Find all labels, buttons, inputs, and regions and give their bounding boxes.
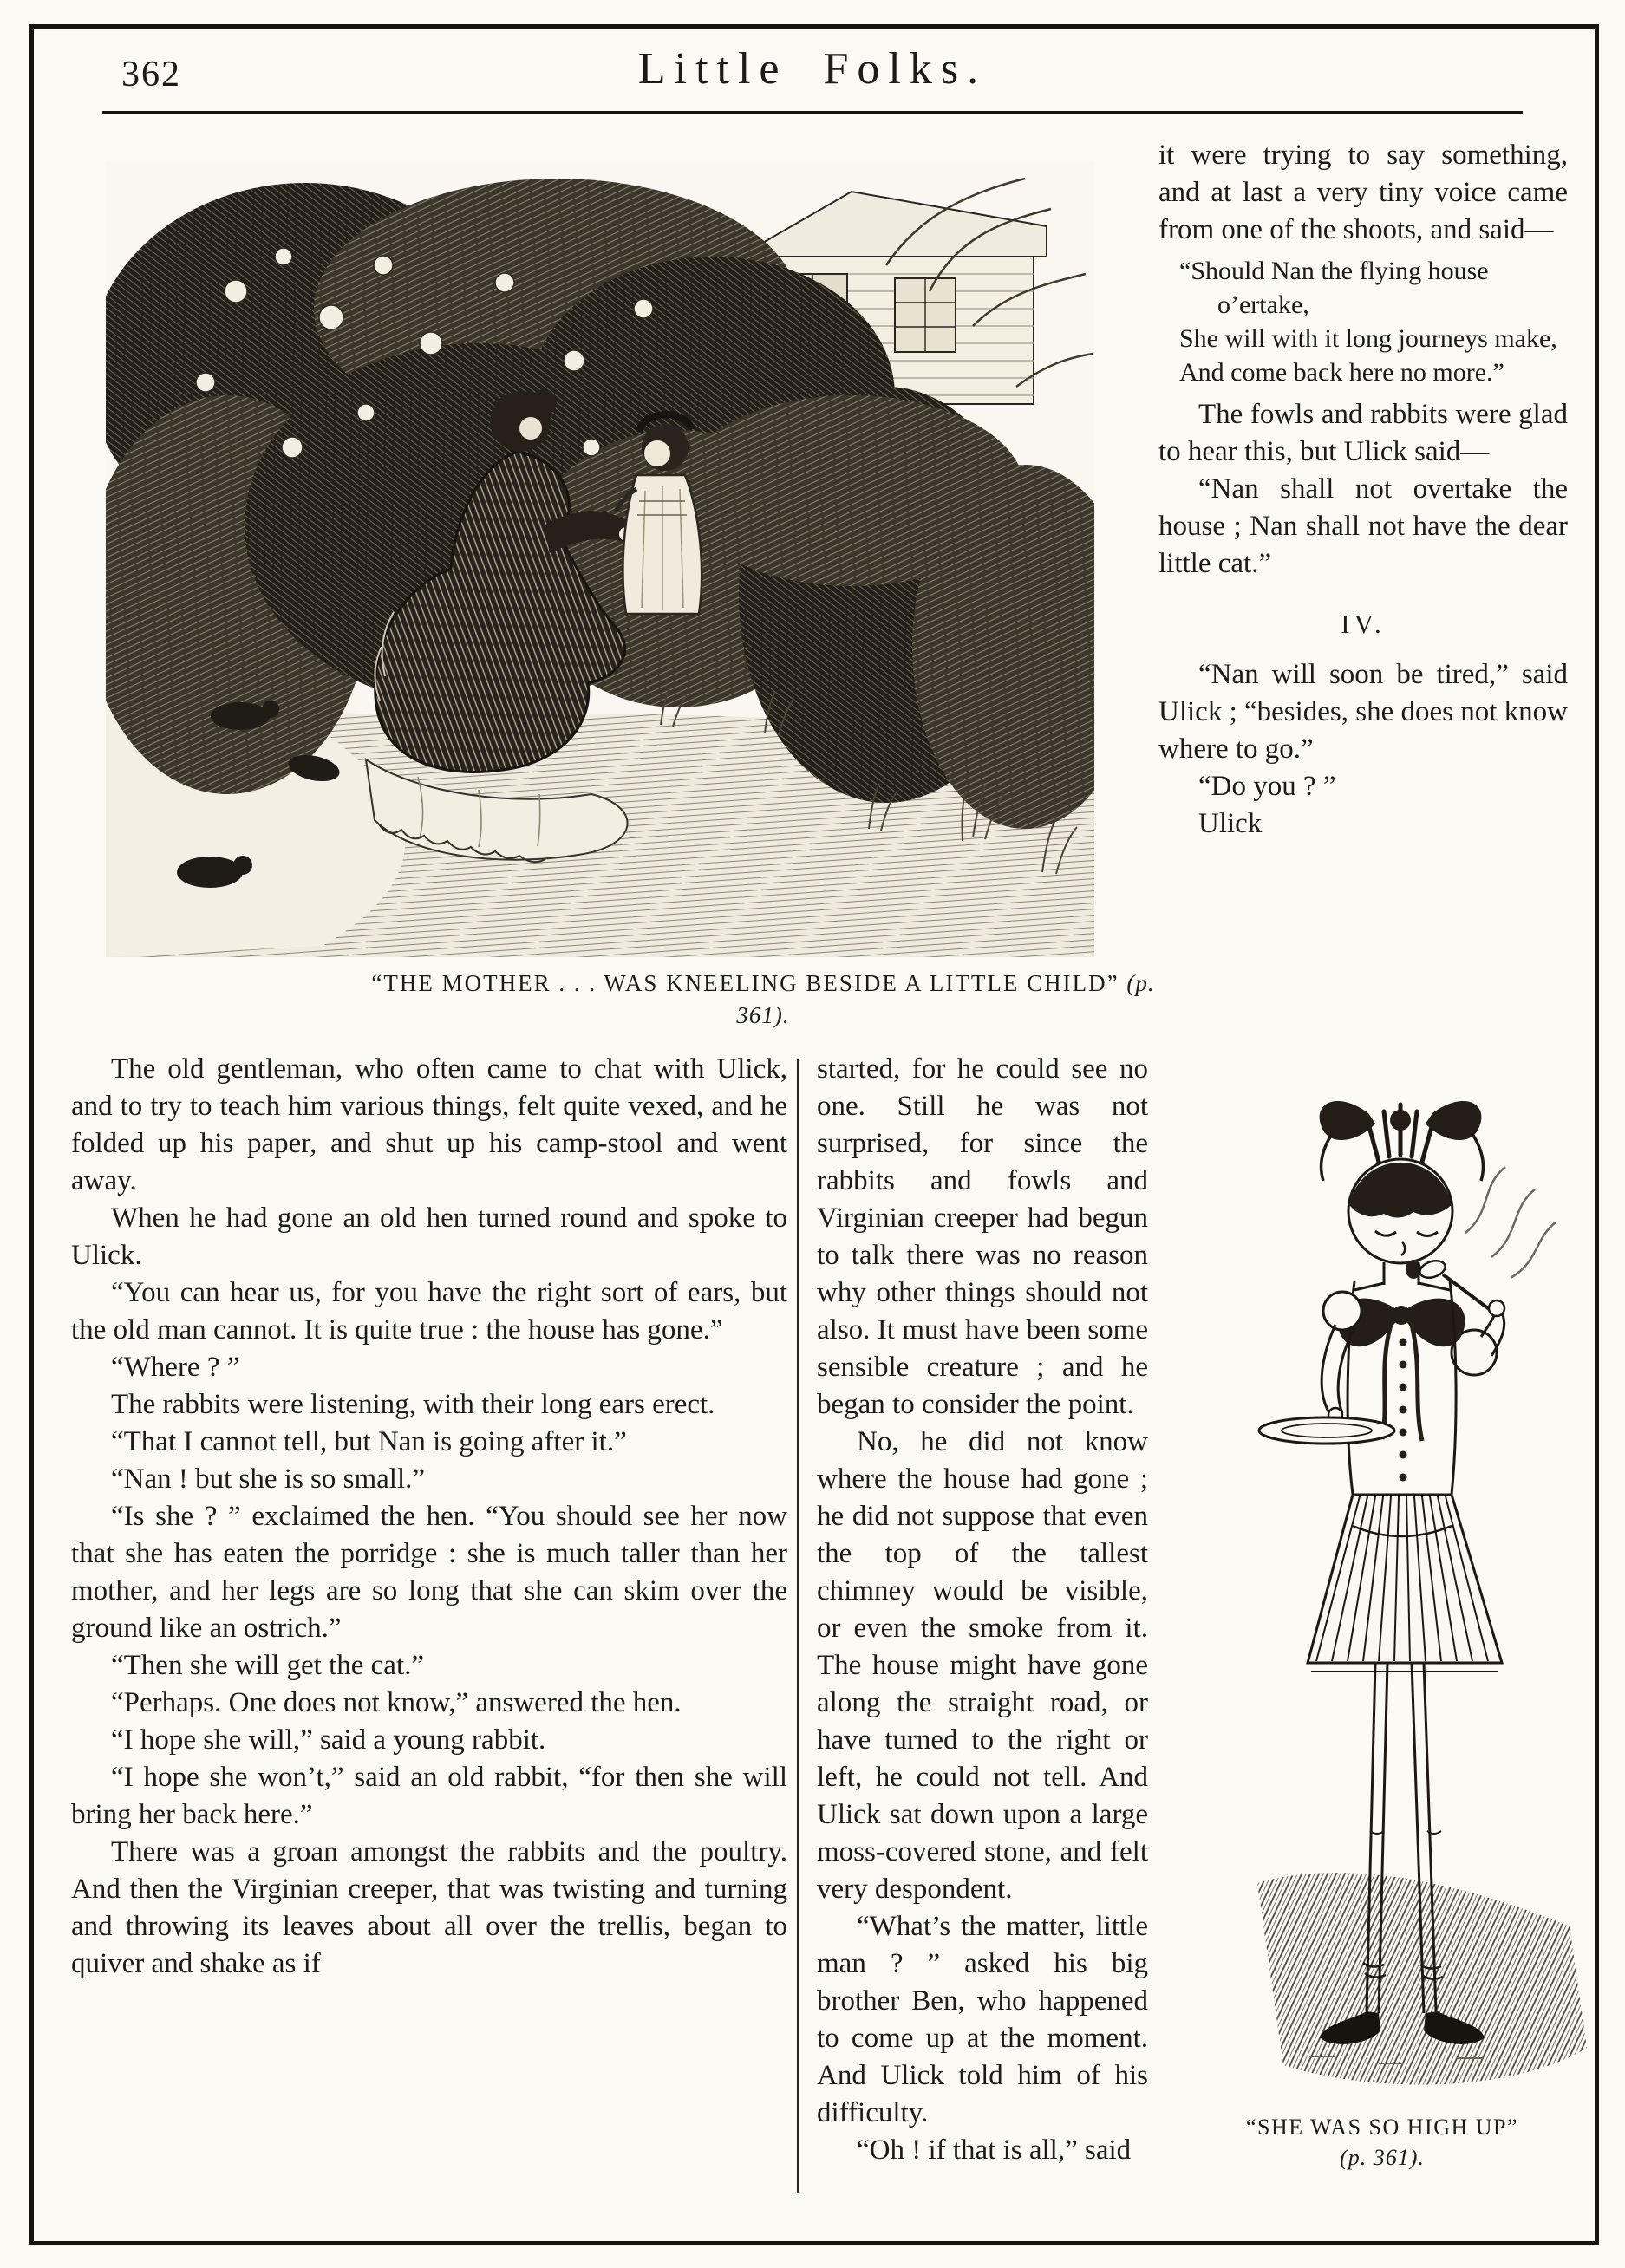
- plate: [1259, 1418, 1394, 1444]
- lower-left-text-column: [71, 1051, 787, 1983]
- mother-kneeling-engraving-svg: [106, 161, 1094, 957]
- verse-block: [1162, 254, 1568, 389]
- top-right-text-column: [1158, 137, 1568, 843]
- paragraph: The fowls and rabbits were glad to hear this, but Ulick said—: [1158, 399, 1568, 467]
- paragraph: “Is she ? ” exclaimed the hen. “You should see her now that she has eaten the porridge : she is much taller than her mother, and her legs are so long that she can skim over the ground like an ostrich.”: [71, 1501, 787, 1644]
- caption-page-ref: (p. 361).: [1340, 2145, 1425, 2170]
- paragraph: The rabbits were listening, with their long ears erect.: [111, 1389, 715, 1420]
- paragraph: “That I cannot tell, but Nan is going after it.”: [111, 1426, 627, 1457]
- column-divider-rule: [797, 1059, 799, 2193]
- paragraph: “Do you ? ”: [1198, 771, 1336, 802]
- paragraph: Ulick: [1198, 808, 1263, 839]
- spoon: [1418, 1258, 1447, 1281]
- paragraph: “I hope she will,” said a young rabbit.: [111, 1724, 546, 1756]
- page-number: 362: [121, 55, 181, 94]
- section-heading-iv: IV.: [1341, 609, 1386, 639]
- girl-illustration-caption: [1158, 2112, 1606, 2173]
- paragraph: “Perhaps. One does not know,” answered the hen.: [111, 1687, 682, 1718]
- hair-bow: [1320, 1101, 1375, 1140]
- header-rule: [102, 111, 1523, 114]
- page-title: Little Folks.: [637, 44, 988, 94]
- paragraph: “Oh ! if that is all,” said: [857, 2134, 1132, 2166]
- paragraph: “I hope she won’t,” said an old rabbit, “for then she will bring her back here.”: [71, 1762, 787, 1830]
- paragraph: it were trying to say something, and at last a very tiny voice came from one of the shoots, and said—: [1158, 140, 1568, 245]
- paragraph: When he had gone an old hen turned round and spoke to Ulick.: [71, 1202, 787, 1271]
- girl-drawing-svg: [1205, 1051, 1606, 2102]
- caption-text: “THE MOTHER . . . WAS KNEELING BESIDE A LITTLE CHILD”: [371, 970, 1119, 996]
- paragraph: “Nan will soon be tired,” said Ulick ; “besides, she does not know where to go.”: [1158, 659, 1569, 765]
- verse-line: And come back here no more.”: [1179, 358, 1504, 387]
- mother-kneeling-engraving: [106, 161, 1094, 957]
- paragraph: The old gentleman, who often came to chat with Ulick, and to try to teach him various things, felt quite vexed, and he folded up his paper, and shut up his camp-stool and went away.: [71, 1053, 787, 1196]
- caption-page-ref: (p. 361).: [736, 970, 1155, 1028]
- paragraph: “You can hear us, for you have the right sort of ears, but the old man cannot. It is quite true : the house has gone.”: [71, 1277, 787, 1346]
- paragraph: “Nan shall not overtake the house ; Nan shall not have the dear little cat.”: [1158, 473, 1568, 579]
- paragraph: “Then she will get the cat.”: [111, 1650, 425, 1681]
- paragraph: “What’s the matter, little man ? ” asked his big brother Ben, who happened to come up at the moment. And Ulick told him of his difficulty.: [817, 1911, 1148, 2128]
- paragraph: No, he did not know where the house had gone ; he did not suppose that even the top of the tallest chimney would be visible, or even the smoke from it. The house might have gone along the straight road, or have turned to the right or left, he could not tell. And Ulick sat down upon a large moss-covered stone, and felt very despondent.: [817, 1426, 1148, 1905]
- paragraph: “Where ? ”: [111, 1352, 240, 1383]
- caption-text: “SHE WAS SO HIGH UP”: [1245, 2115, 1519, 2140]
- paragraph: “Nan ! but she is so small.”: [111, 1463, 426, 1495]
- main-illustration-caption: [364, 968, 1162, 1032]
- verse-line: She will with it long journeys make,: [1179, 324, 1557, 353]
- paragraph: There was a groan amongst the rabbits and the poultry. And then the Virginian creeper, that was twisting and turning and throwing its leaves about all over the trellis, began to quiver and shake as if: [71, 1836, 787, 1979]
- girl-eating-porridge-drawing: [1205, 1051, 1606, 2102]
- lower-middle-text-column: [817, 1051, 1148, 2169]
- verse-line: “Should Nan the flying house o’ertake,: [1179, 257, 1489, 319]
- paragraph: started, for he could see no one. Still he was not surprised, for since the rabbits and fowls and Virginian creeper had begun to talk there was no reason why other things should not also. It must have been some sensible creature ; and he began to consider the point.: [817, 1053, 1148, 1420]
